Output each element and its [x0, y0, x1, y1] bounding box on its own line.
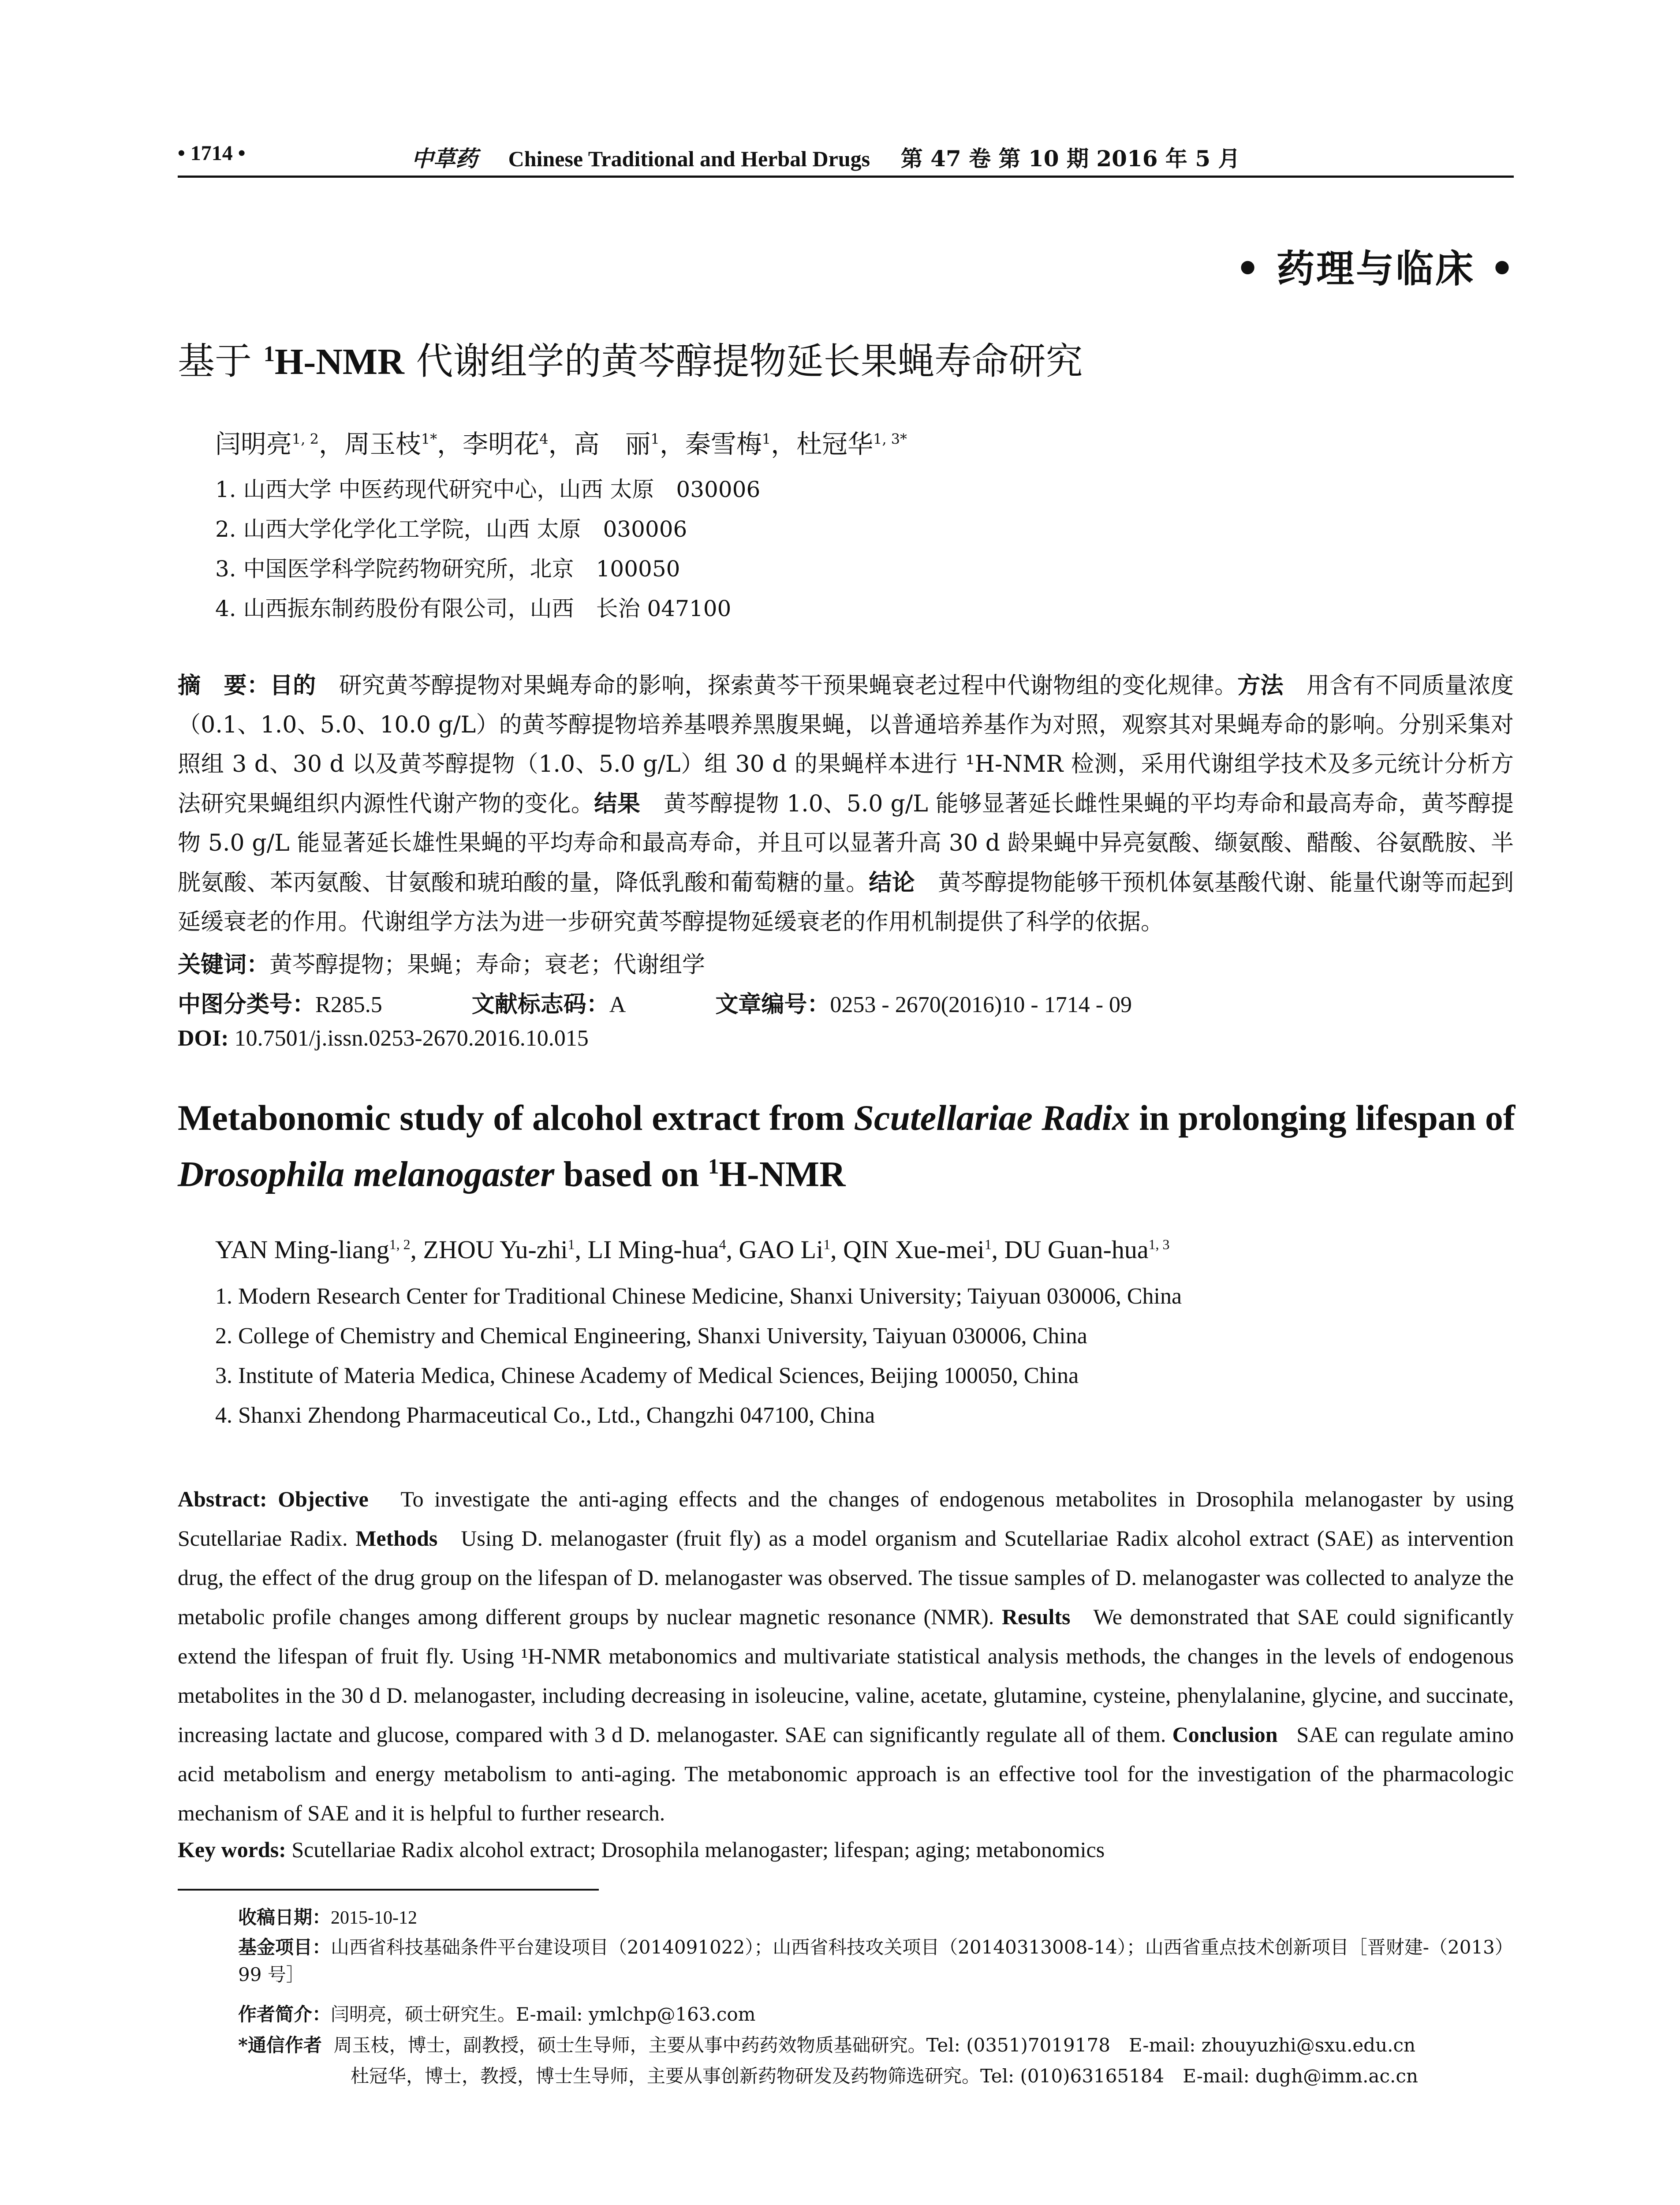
- author-bio: 作者简介：闫明亮，硕士研究生。E-mail: ymlchp@163.com: [238, 2003, 756, 2025]
- author-affiliation-mark: 1, 2: [292, 430, 319, 448]
- author-name: LI Ming-hua: [587, 1235, 719, 1264]
- cn-abstract: 摘 要：目的 研究黄芩醇提物对果蝇寿命的影响，探索黄芩干预果蝇衰老过程中代谢物组的变化规律。方法 用含有不同质量浓度（0.1、1.0、5.0、10.0 g/L）的黄芩醇提物培养基喂养黑腹果蝇，以普通培养基作为对照，观察其对果蝇寿命的影响。分别采集对照组 3 d、30 d 以及黄芩醇提物（1.0、5.0 g/L）组 30 d 的果蝇样本进行 ¹H-NMR 检测，采用代谢组学技术及多元统计分析方法研究果蝇组织内源性代谢产物的变化。结果 黄芩醇提物 1.0、5.0 g/L 能够显著延长雌性果蝇的平均寿命和最高寿命，黄芩醇提物 5.0 g/L 能显著延长雄性果蝇的平均寿命和最高寿命，并且可以显著升高 30 d 龄果蝇中异亮氨酸、缬氨酸、醋酸、谷氨酰胺、半胱氨酸、苯丙氨酸、甘氨酸和琥珀酸的量，降低乳酸和葡萄糖的量。结论 黄芩醇提物能够干预机体氨基酸代谢、能量代谢等而起到延缓衰老的作用。代谢组学方法为进一步研究黄芩醇提物延缓衰老的作用机制提供了科学的依据。: [178, 672, 1514, 935]
- en-affiliation: 2. College of Chemistry and Chemical Engineering, Shanxi University, Taiyuan 030006, China: [215, 1323, 1087, 1349]
- running-header: [178, 141, 1514, 176]
- section-heading: • 药理与临床 •: [1236, 247, 1516, 291]
- author-name: 闫明亮: [215, 429, 292, 459]
- author-name: QIN Xue-mei: [843, 1235, 985, 1264]
- author-affiliation-mark: 4: [719, 1237, 726, 1252]
- page-number: • 1714 •: [178, 142, 246, 165]
- author-name: 杜冠华: [796, 429, 874, 459]
- author-name: 高 丽: [574, 429, 651, 459]
- journal-cn-name: 中草药: [411, 146, 478, 172]
- author-name: ZHOU Yu-zhi: [423, 1235, 568, 1264]
- cn-affiliation: 3. 中国医学科学院药物研究所，北京 100050: [215, 556, 680, 582]
- cn-classification: 中图分类号：R285.5 文献标志码：A 文章编号：0253 - 2670(2016)10 - 1714 - 09: [178, 991, 1132, 1018]
- footnote-rule: [178, 1889, 599, 1891]
- author-affiliation-mark: 1: [650, 430, 660, 448]
- author-name: GAO Li: [739, 1235, 824, 1264]
- header-rule: [178, 176, 1514, 178]
- cn-keywords: 关键词：黄芩醇提物；果蝇；寿命；衰老；代谢组学: [178, 951, 706, 978]
- en-keywords: Key words: Scutellariae Radix alcohol extract; Drosophila melanogaster; lifespan; aging; metabonomics: [178, 1837, 1105, 1862]
- author-name: 李明花: [463, 429, 540, 459]
- author-name: 周玉枝: [344, 429, 421, 459]
- corresponding-author: *通信作者 周玉枝，博士，副教授，硕士生导师，主要从事中药药效物质基础研究。Tel: (0351)7019178 E-mail: zhouyuzhi@sxu.edu.cn: [238, 2034, 1416, 2056]
- author-affiliation-mark: 1, 3*: [873, 430, 907, 448]
- journal-issue: 第 47 卷 第 10 期 2016 年 5 月: [900, 146, 1240, 172]
- en-affiliation: 3. Institute of Materia Medica, Chinese Academy of Medical Sciences, Beijing 100050, China: [215, 1363, 1079, 1388]
- en-affiliation: 1. Modern Research Center for Traditional Chinese Medicine, Shanxi University; Taiyuan 030006, China: [215, 1284, 1182, 1309]
- author-affiliation-mark: 1, 2: [389, 1237, 411, 1252]
- author-affiliation-mark: 1: [984, 1237, 992, 1252]
- en-affiliation: 4. Shanxi Zhendong Pharmaceutical Co., Ltd., Changzhi 047100, China: [215, 1403, 875, 1428]
- journal-en-name: Chinese Traditional and Herbal Drugs: [508, 146, 870, 171]
- cn-affiliation: 4. 山西振东制药股份有限公司，山西 长治 047100: [215, 596, 732, 621]
- doi: DOI: 10.7501/j.issn.0253-2670.2016.10.015: [178, 1026, 589, 1051]
- en-title: Metabonomic study of alcohol extract from Scutellariae Radix in prolonging lifespan of Drosophila melanogaster based on $^1$H-NMR: [178, 1098, 1516, 1194]
- author-affiliation-mark: 1: [823, 1237, 831, 1252]
- fund-note: 基金项目：山西省科技基础条件平台建设项目（2014091022）；山西省科技攻关项目（20140313008-14）；山西省重点技术创新项目［晋财建-（2013）99 号］: [238, 1936, 1513, 1985]
- author-affiliation-mark: 1: [762, 430, 771, 448]
- author-affiliation-mark: 4: [539, 430, 549, 448]
- journal-line: [411, 141, 1240, 173]
- cn-authors: 闫明亮$^{1, 2}$，周玉枝$^{1*}$，李明花$^4$，高 丽$^1$，秦雪梅$^1$，杜冠华$^{1, 3*}$: [215, 429, 907, 459]
- author-name: YAN Ming-liang: [215, 1235, 389, 1264]
- author-affiliation-mark: 1*: [421, 430, 437, 448]
- cn-affiliation: 1. 山西大学 中医药现代研究中心，山西 太原 030006: [215, 477, 761, 502]
- received-date: 收稿日期：2015-10-12: [238, 1906, 417, 1928]
- cn-title: 基于 $^1$H-NMR 代谢组学的黄芩醇提物延长果蝇寿命研究: [178, 340, 1083, 383]
- author-affiliation-mark: 1: [567, 1237, 575, 1252]
- en-abstract: Abstract: Objective To investigate the anti-aging effects and the changes of endogenous metabolites in Drosophila melanogaster by using Scutellariae Radix. Methods Using D. melanogaster (fruit fly) as a model organism and Scutellariae Radix alcohol extract (SAE) as intervention drug, the effect of the drug group on the lifespan of D. melanogaster was observed. The tissue samples of D. melanogaster was collected to analyze the metabolic profile changes among different groups by nuclear magnetic resonance (NMR). Results We demonstrated that SAE could significantly extend the lifespan of fruit fly. Using ¹H-NMR metabonomics and multivariate statistical analysis methods, the changes in the levels of endogenous metabolites in the 30 d D. melanogaster, including decreasing in isoleucine, valine, acetate, glutamine, cysteine, phenylalanine, glycine, and succinate, increasing lactate and glucose, compared with 3 d D. melanogaster. SAE can significantly regulate all of them. Conclusion SAE can regulate amino acid metabolism and energy metabolism to anti-aging. The metabonomic approach is an effective tool for the investigation of the pharmacologic mechanism of SAE and it is helpful to further research.: [178, 1487, 1514, 1825]
- cn-affiliation: 2. 山西大学化学化工学院，山西 太原 030006: [215, 516, 687, 542]
- author-affiliation-mark: 1, 3: [1148, 1237, 1170, 1252]
- author-name: DU Guan-hua: [1004, 1235, 1149, 1264]
- en-authors: YAN Ming-liang$^{1, 2}$, ZHOU Yu-zhi$^1$, LI Ming-hua$^4$, GAO Li$^1$, QIN Xue-mei$^1$, DU Guan-hua$^{1, 3}$: [215, 1235, 1170, 1264]
- corresponding-author-2: 杜冠华，博士，教授，博士生导师，主要从事创新药物研发及药物筛选研究。Tel: (010)63165184 E-mail: dugh@imm.ac.cn: [351, 2065, 1418, 2087]
- author-name: 秦雪梅: [685, 429, 762, 459]
